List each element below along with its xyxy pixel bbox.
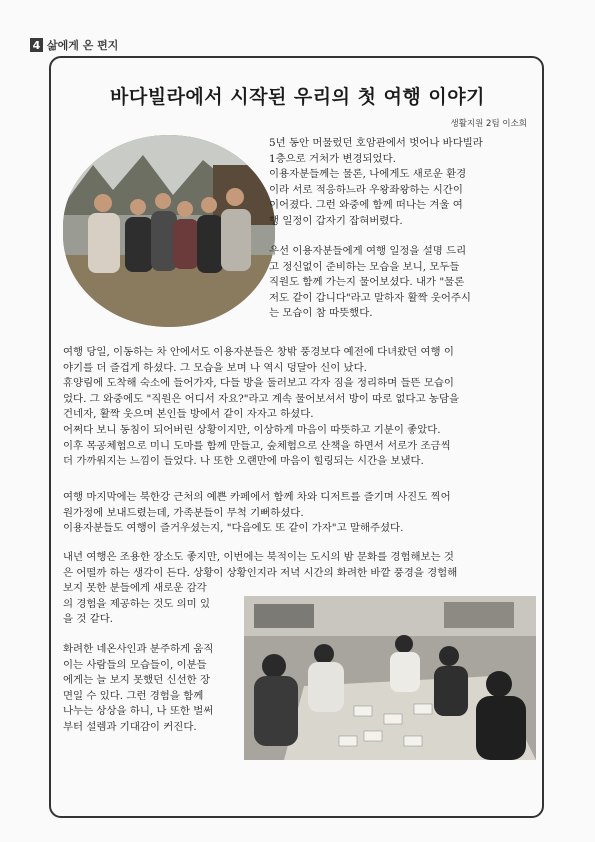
text-line: 은 어떨까 하는 생각이 든다. 상황이 상황인지라 저녁 시간의 화려한 바깥 풍경을 경험해: [63, 566, 458, 579]
text-line: 부터 설렘과 기대감이 커진다.: [63, 720, 197, 733]
text-line: 여행 당일, 이동하는 차 안에서도 이용자분들은 창밖 풍경보다 예전에 다녀왔던 여행 이: [63, 346, 454, 358]
text-line: 나누는 상상을 하니, 나 또한 벌써: [63, 705, 214, 718]
text-line: 원가정에 보내드렸는데, 가족분들이 무척 기뻐하셨다.: [63, 506, 304, 519]
text-line: 휴양림에 도착해 숙소에 들어가자, 다들 방을 둘러보고 각자 짐을 정리하며 들뜬 모습이: [63, 377, 454, 390]
text-line: 직원도 함께 가는지 물어보셨다. 내가 "물론: [269, 276, 465, 289]
text-line: 행 일정이 갑자기 잡혀버렸다.: [269, 214, 403, 227]
text-line: 5년 동안 머물렀던 호암관에서 벗어나 바다빌라: [269, 137, 483, 149]
activity-photo: [244, 596, 536, 760]
article-byline: 생활지원 2팀 이소희: [450, 119, 527, 129]
text-line: 이라 서로 적응하느라 우왕좌왕하는 시간이: [269, 183, 463, 196]
text-line: 이어졌다. 그런 와중에 함께 떠나는 겨울 여: [269, 199, 463, 212]
article-paragraph-4: [63, 490, 533, 537]
article-paragraph-2: [269, 244, 531, 322]
text-line: 야기를 더 즐겁게 하셨다. 그 모습을 보며 나 역시 덩달아 신이 났다.: [63, 361, 367, 374]
text-line: 을 것 같다.: [63, 613, 114, 626]
text-line: 여행 마지막에는 북한강 근처의 예쁜 카페에서 함께 차와 디저트를 즐기며 사진도 찍어: [63, 491, 451, 503]
text-line: 에게는 늘 보지 못했던 신선한 장: [63, 674, 210, 687]
newsletter-name: 삶에게 온 편지: [47, 39, 119, 52]
article-title: 바다빌라에서 시작된 우리의 첫 여행 이야기: [110, 86, 485, 108]
text-line: 이용자분들께는 물론, 나에게도 새로운 환경: [269, 168, 467, 181]
article-paragraph-3: [63, 345, 533, 470]
group-photo: [63, 135, 275, 327]
text-line: 내년 여행은 조용한 장소도 좋지만, 이번에는 북적이는 도시의 밤 문화를 경험해보는 것: [63, 551, 454, 563]
text-line: 저도 같이 갑니다"라고 말하자 활짝 웃어주시: [269, 291, 471, 304]
text-line: 고 정신없이 준비하는 모습을 보니, 모두들: [269, 260, 460, 273]
text-line: 면일 수 있다. 그런 경험을 함께: [63, 689, 204, 702]
text-line: 이용자분들도 여행이 즐거우셨는지, "다음에도 또 같이 가자"고 말해주셨다.: [63, 522, 404, 535]
article-paragraph-1: [269, 136, 531, 230]
text-line: 우선 이용자분들에게 여행 일정을 설명 드리: [269, 245, 467, 257]
text-line: 었다. 그 와중에도 "직원은 어디서 자요?"라고 계속 물어보셔서 방이 따로 없다고 농담을: [63, 392, 460, 405]
text-line: 보지 못한 분들에게 새로운 감각: [63, 582, 207, 595]
text-line: 는 모습이 참 따뜻했다.: [269, 307, 373, 320]
text-line: 이후 목공체험으로 미니 도마를 함께 만들고, 숲체험으로 산책을 하면서 서로가 조금씩: [63, 439, 451, 452]
article-paragraph-6: [63, 642, 243, 736]
page-number: 4: [30, 38, 43, 52]
text-line: 건네자, 활짝 웃으며 본인들 방에서 같이 자자고 하셨다.: [63, 408, 314, 421]
activity-photo-illustration: [244, 596, 536, 760]
text-line: 이는 사람들의 모습들이, 이분들: [63, 658, 207, 671]
text-line: 어쩌다 보니 동침이 되어버린 상황이지만, 이상하게 마음이 따뜻하고 기분이 좋았다.: [63, 423, 441, 436]
text-line: 1층으로 거처가 변경되었다.: [269, 152, 396, 165]
text-line: 더 가까워지는 느낌이 들었다. 나 또한 오랜만에 마음이 힐링되는 시간을 보냈다.: [63, 455, 424, 468]
text-line: 의 경험을 제공하는 것도 의미 있: [63, 597, 210, 610]
group-photo-illustration: [63, 135, 275, 327]
text-line: 화려한 네온사인과 분주하게 움직: [63, 643, 214, 655]
page-header: [30, 37, 118, 53]
